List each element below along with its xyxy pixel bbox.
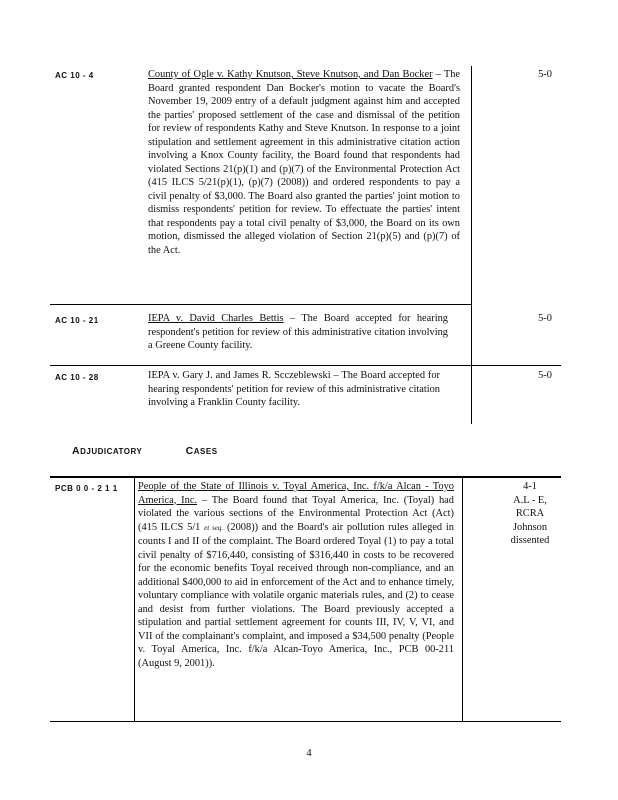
vote-line: A.L - E, [513, 494, 547, 506]
case-summary-part-2: (2008)) and the Board's air pollution rules alleged in counts I and II of the complaint. The Board ordered Toyal (1) to pay a total civil penalty of $716,440, consisting of $316,440 in costs to be recovered for the economic benefits Toyal received through non-compliance, and an additional $400,000 to aid in enforcement of the Act and to enhance timely, voluntary compliance with volatile organic materials rules, and (2) to cease and desist from further violations. The Board previously accepted a stipulation and partial settlement agreement for counts III, IV, V, VI, and VII of the complainant's complaint, and imposed a $34,500 penalty (People v. Toyal America, Inc. f/k/a Alcan-Toyo America, Inc., PCB 00-211 (August 9, 2001)). [138, 521, 454, 669]
vote-count: 5-0 [538, 69, 552, 80]
case-title: County of Ogle v. Kathy Knutson, Steve Knutson, and Dan Bocker [148, 69, 433, 80]
case-summary-part-1: The Board found that Toyal America, Inc. (Toyal) had violated the various sections of the Environmental Protection Act (Act) (415 ILCS 5/1 [138, 494, 454, 533]
docket-number: AC 10 - 28 [55, 373, 99, 382]
entry-text: IEPA v. David Charles Bettis – The Board accepted for hearing respondent's petition for review of this administrative citation involving a Greene County facility. [148, 313, 448, 351]
vote-line: Johnson [512, 521, 548, 533]
case-table-top-border [50, 476, 561, 478]
et-seq: et seq. [204, 523, 224, 532]
case-title: IEPA v. David Charles Bettis [148, 313, 284, 324]
section-heading: ADJUDICATORY CASES [72, 445, 218, 457]
row-separator-2 [50, 365, 561, 366]
docket-number: AC 10 - 21 [55, 316, 99, 325]
case-summary: The Board accepted for hearing respondents' petition for review of this administrative citation involving a Franklin County facility. [148, 370, 441, 408]
vote-count: 5-0 [538, 313, 552, 324]
docket-number: PCB 0 0 - 2 1 1 [55, 484, 118, 493]
case-divider-left [134, 478, 135, 721]
case-title: People of the State of Illinois v. Toyal America, Inc. f/k/a Alcan - Toyo America, Inc. [138, 481, 454, 506]
entry-text: IEPA v. Gary J. and James R. Scczeblewski – The Board accepted for hearing respondents' petition for review of this administrative citation involving a Franklin County facility. [148, 370, 441, 408]
vote-line: RCRA [515, 508, 545, 519]
vote-line: dissented [510, 535, 550, 546]
vote-block [500, 480, 560, 548]
vote-line: 4-1 [523, 481, 537, 492]
case-table-bottom-border [50, 721, 561, 722]
vote-count: 5-0 [538, 370, 552, 381]
case-summary: The Board accepted for hearing respondent's petition for review of this administrative citation involving a Greene County facility. [148, 313, 448, 351]
case-title: IEPA v. Gary J. and James R. Scczeblewski [148, 370, 331, 381]
row-separator-1 [50, 304, 471, 305]
page-number: 4 [306, 748, 312, 759]
table-divider-left [471, 66, 472, 424]
entry-text: County of Ogle v. Kathy Knutson, Steve Knutson, and Dan Bocker – The Board granted respondent Dan Bocker's motion to vacate the Board's November 19, 2009 entry of a default judgment against him and accepted the parties' proposed settlement of the case and dismissal of the petition for review of respondents Kathy and Steve Knutson. In response to a joint stipulation and settlement agreement in this administrative citation action involving a Knox County facility, the Board found that respondents had violated Sections 21(p)(1) and (p)(7) of the Environmental Protection Act (415 ILCS 5/21(p)(1), (p)(7) (2008)) and ordered respondents to pay a civil penalty of $3,000. The Board also granted the parties' joint motion to dismiss respondents' petition for review. To effectuate the parties' intent that respondents pay a total civil penalty of $3,000, the Board on its own motion, dismissed the alleged violation of Section 21(p)(5) and (p)(7) of the Act. [148, 69, 461, 256]
case-divider-right [462, 478, 463, 721]
case-summary: The Board granted respondent Dan Bocker's motion to vacate the Board's November 19, 2009 entry of a default judgment against him and accepted the parties' proposed settlement of the case and dismissal of the petition for review of respondents Kathy and Steve Knutson. In response to a joint stipulation and settlement agreement in this administrative citation action involving a Knox County facility, the Board found that respondents had violated Sections 21(p)(1) and (p)(7) of the Environmental Protection Act (415 ILCS 5/21(p)(1), (p)(7) (2008)) and ordered respondents to pay a civil penalty of $3,000. The Board also granted the parties' joint motion to dismiss respondents' petition for review. To effectuate the parties' intent that respondents pay a total civil penalty of $3,000, the Board on its own motion, dismissed the alleged violation of Section 21(p)(5) and (p)(7) of the Act. [148, 69, 461, 256]
entry-text: People of the State of Illinois v. Toyal America, Inc. f/k/a Alcan - Toyo America, Inc. – The Board found that Toyal America, Inc. (Toyal) had violated the various sections of the Environmental Protection Act (Act) (415 ILCS 5/1 et seq. (2008)) and the Board's air pollution rules alleged in counts I and II of the complaint. The Board ordered Toyal (1) to pay a total civil penalty of $716,440, consisting of $316,440 in costs to be recovered for the economic benefits Toyal received through non-compliance, and an additional $400,000 to aid in enforcement of the Act and to enhance timely, voluntary compliance with volatile organic materials rules, and (2) to cease and desist from further violations. The Board previously accepted a stipulation and partial settlement agreement for counts III, IV, V, VI, and VII of the complainant's complaint, and imposed a $34,500 penalty (People v. Toyal America, Inc. f/k/a Alcan-Toyo America, Inc., PCB 00-211 (August 9, 2001)). [138, 481, 454, 669]
docket-number: AC 10 - 4 [55, 71, 94, 80]
